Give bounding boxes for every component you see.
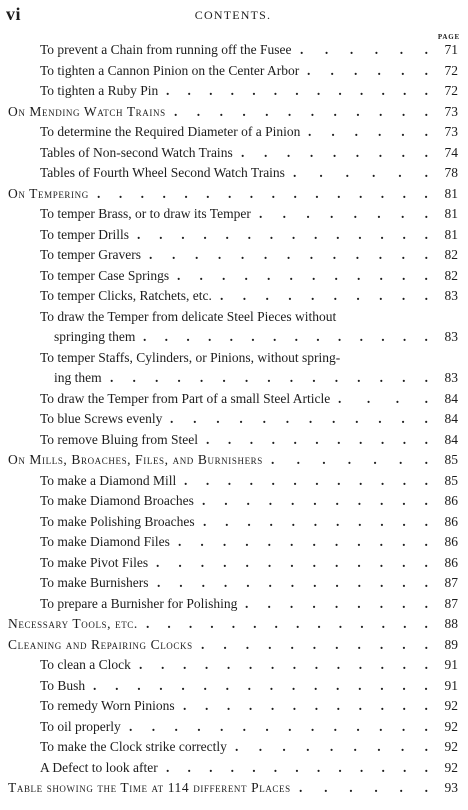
toc-section-entry (0, 184, 468, 205)
toc-entry-title: To tighten a Cannon Pinion on the Center Arbor (40, 62, 300, 78)
toc-entry (0, 368, 468, 389)
toc-entry (0, 225, 468, 246)
toc-page-number: 92 (444, 718, 458, 734)
toc-entry (0, 594, 468, 615)
toc-entry (0, 655, 468, 676)
toc-entry-title: To blue Screws evenly (40, 411, 163, 426)
toc-page-number: 85 (444, 452, 458, 467)
dot-leader: . . . . . . (308, 124, 428, 139)
dot-leader: . . . . . . (307, 62, 428, 78)
toc-page-number: 89 (444, 636, 458, 652)
dot-leader: . . . . . . . . . . . . . . . . (93, 677, 428, 693)
toc-entry-title: On Tempering (8, 185, 89, 201)
dot-leader: . . . . . . . . . . . . (174, 103, 428, 119)
toc-entry-title: springing them (54, 329, 136, 344)
toc-page-number: 92 (444, 759, 458, 775)
dot-leader: . . . . . . . . . (235, 739, 428, 754)
dot-leader: . . . . . . . . . . . . . . (137, 226, 428, 242)
toc-page-number: 91 (444, 677, 458, 693)
toc-page-number: 86 (444, 513, 458, 529)
toc-entry (0, 512, 468, 533)
toc-page-number: 73 (444, 124, 458, 139)
toc-page-number: 91 (444, 657, 458, 672)
dot-leader: . . . . . . . . . . . . . . . . (97, 185, 428, 201)
dot-leader: . . . . . . . . . . . . . . (139, 657, 428, 672)
dot-leader: . . . . . . . . . . . (206, 431, 428, 447)
dot-leader: . . . . . . . . . . . . . (157, 575, 428, 590)
toc-entry-title: To make the Clock strike correctly (40, 739, 227, 754)
toc-page-number: 86 (444, 534, 458, 549)
toc-entry (0, 409, 468, 430)
toc-page-number: 83 (444, 370, 458, 385)
dot-leader: . . . . . . . . (259, 206, 428, 221)
toc-page-number: 84 (444, 431, 458, 447)
dot-leader: . . . . . . . . . (241, 144, 428, 160)
toc-page-number: 87 (444, 575, 458, 590)
toc-entry (0, 163, 468, 184)
toc-entry-title: To Bush (40, 677, 86, 693)
toc-entry-title: To make Burnishers (40, 575, 149, 590)
toc-entry (0, 676, 468, 697)
toc-entry-title: ing them (54, 370, 102, 385)
toc-page-number: 85 (444, 472, 458, 488)
toc-entry-title: Necessary Tools, etc. (8, 616, 138, 631)
dot-leader: . . . . . . . . . . . . . . (129, 718, 428, 734)
toc-section-entry (0, 450, 468, 471)
toc-entry (0, 491, 468, 512)
dot-leader: . . . . . . . . . . . . . . (146, 616, 428, 631)
dot-leader: . . . . . . . . . . . (203, 513, 428, 529)
toc-entry-title: To temper Drills (40, 226, 130, 242)
dot-leader: . . . . . . . . . . (220, 288, 428, 303)
table-of-contents (0, 40, 468, 799)
toc-entry-title: To make Diamond Broaches (40, 493, 194, 508)
dot-leader: . . . . (338, 390, 428, 406)
toc-entry-title: To clean a Clock (40, 657, 131, 672)
toc-entry (0, 204, 468, 225)
dot-leader: . . . . . . . . . . . . (183, 698, 428, 713)
toc-entry (0, 327, 468, 348)
toc-entry (0, 717, 468, 738)
toc-entry-title: Tables of Non-second Watch Trains (40, 144, 233, 160)
dot-leader: . . . . . . . . . . . . (178, 534, 428, 549)
toc-entry (0, 532, 468, 553)
toc-entry-title: To draw the Temper from delicate Steel Pieces without (40, 308, 337, 324)
toc-page-number: 86 (444, 554, 458, 570)
dot-leader: . . . . . . . . . . . . . (166, 759, 428, 775)
dot-leader: . . . . . . . . . . . . (177, 267, 428, 283)
toc-page-number: 87 (444, 595, 458, 611)
toc-page-number: 73 (444, 103, 458, 119)
toc-entry (0, 471, 468, 492)
toc-entry (0, 389, 468, 410)
toc-page-number: 71 (444, 42, 458, 57)
toc-entry (0, 307, 468, 328)
toc-page-number: 92 (444, 698, 458, 713)
toc-section-entry (0, 614, 468, 635)
toc-entry-title: To prepare a Burnisher for Polishing (40, 595, 238, 611)
toc-entry-title: To remove Bluing from Steel (40, 431, 199, 447)
dot-leader: . . . . . . . . . . . (201, 636, 428, 652)
dot-leader: . . . . . . (299, 780, 428, 795)
toc-page-number: 81 (444, 185, 458, 201)
toc-page-number: 74 (444, 144, 458, 160)
toc-page-number: 93 (444, 780, 458, 795)
toc-page-number: 83 (444, 329, 458, 344)
toc-entry-title: A Defect to look after (40, 759, 158, 775)
toc-entry-title: To temper Brass, or to draw its Temper (40, 206, 251, 221)
toc-entry-title: On Mending Watch Trains (8, 103, 166, 119)
toc-entry-title: To temper Case Springs (40, 267, 170, 283)
toc-entry (0, 573, 468, 594)
toc-entry (0, 696, 468, 717)
toc-entry (0, 553, 468, 574)
toc-entry-title: Tables of Fourth Wheel Second Watch Trains (40, 165, 285, 180)
toc-section-entry (0, 635, 468, 656)
dot-leader: . . . . . . . . . . . (202, 493, 428, 508)
toc-page-number: 88 (444, 616, 458, 631)
toc-entry-title: To determine the Required Diameter of a Pinion (40, 124, 301, 139)
toc-section-entry (0, 778, 468, 799)
toc-page-number: 86 (444, 493, 458, 508)
toc-entry-title: Cleaning and Repairing Clocks (8, 636, 193, 652)
toc-entry-title: To tighten a Ruby Pin (40, 83, 159, 98)
toc-page-number: 72 (444, 62, 458, 78)
toc-entry (0, 737, 468, 758)
toc-page-number: 72 (444, 83, 458, 98)
dot-leader: . . . . . . . . . . . . (170, 411, 428, 426)
toc-entry (0, 81, 468, 102)
toc-page-number: 82 (444, 247, 458, 262)
toc-entry (0, 348, 468, 369)
toc-entry-title: To make a Diamond Mill (40, 472, 177, 488)
toc-entry (0, 758, 468, 779)
toc-entry (0, 122, 468, 143)
dot-leader: . . . . . . . (271, 452, 428, 467)
toc-entry-title: To temper Gravers (40, 247, 142, 262)
toc-entry-title: To make Pivot Files (40, 554, 149, 570)
toc-entry-title: To temper Staffs, Cylinders, or Pinions, without spring- (40, 349, 341, 365)
page-column-label: PAGE (437, 33, 460, 41)
toc-entry-title: On Mills, Broaches, Files, and Burnishers (8, 452, 263, 467)
toc-page-number: 92 (444, 739, 458, 754)
toc-entry (0, 266, 468, 287)
dot-leader: . . . . . . . . . . . . . (156, 554, 428, 570)
toc-entry (0, 430, 468, 451)
dot-leader: . . . . . . . . . . . . . (149, 247, 428, 262)
toc-entry (0, 245, 468, 266)
toc-entry (0, 61, 468, 82)
running-head: CONTENTS. (194, 8, 272, 22)
toc-page-number: 83 (444, 288, 458, 303)
toc-entry-title: Table showing the Time at 114 different Places (8, 780, 291, 795)
toc-entry-title: To prevent a Chain from running off the Fusee (40, 42, 292, 57)
toc-entry-title: To remedy Worn Pinions (40, 698, 175, 713)
toc-entry (0, 286, 468, 307)
toc-page-number: 84 (444, 390, 458, 406)
toc-page-number: 78 (444, 165, 458, 180)
dot-leader: . . . . . . . . . . . . . . . (110, 370, 428, 385)
toc-page-number: 82 (444, 267, 458, 283)
toc-page-number: 81 (444, 206, 458, 221)
toc-entry-title: To temper Clicks, Ratchets, etc. (40, 288, 212, 303)
dot-leader: . . . . . . . . . . . . . (166, 83, 428, 98)
toc-page-number: 84 (444, 411, 458, 426)
toc-page-number: 81 (444, 226, 458, 242)
page-folio: vi (6, 4, 22, 24)
toc-entry-title: To make Diamond Files (40, 534, 170, 549)
toc-entry (0, 143, 468, 164)
dot-leader: . . . . . . (300, 42, 428, 57)
dot-leader: . . . . . . (293, 165, 428, 180)
page-header (6, 4, 460, 24)
toc-entry-title: To draw the Temper from Part of a small Steel Article (40, 390, 331, 406)
dot-leader: . . . . . . . . . . . . . . (143, 329, 428, 344)
toc-entry (0, 40, 468, 61)
toc-section-entry (0, 102, 468, 123)
toc-entry-title: To oil properly (40, 718, 121, 734)
dot-leader: . . . . . . . . . . . . (184, 472, 428, 488)
dot-leader: . . . . . . . . . (245, 595, 428, 611)
toc-entry-title: To make Polishing Broaches (40, 513, 195, 529)
